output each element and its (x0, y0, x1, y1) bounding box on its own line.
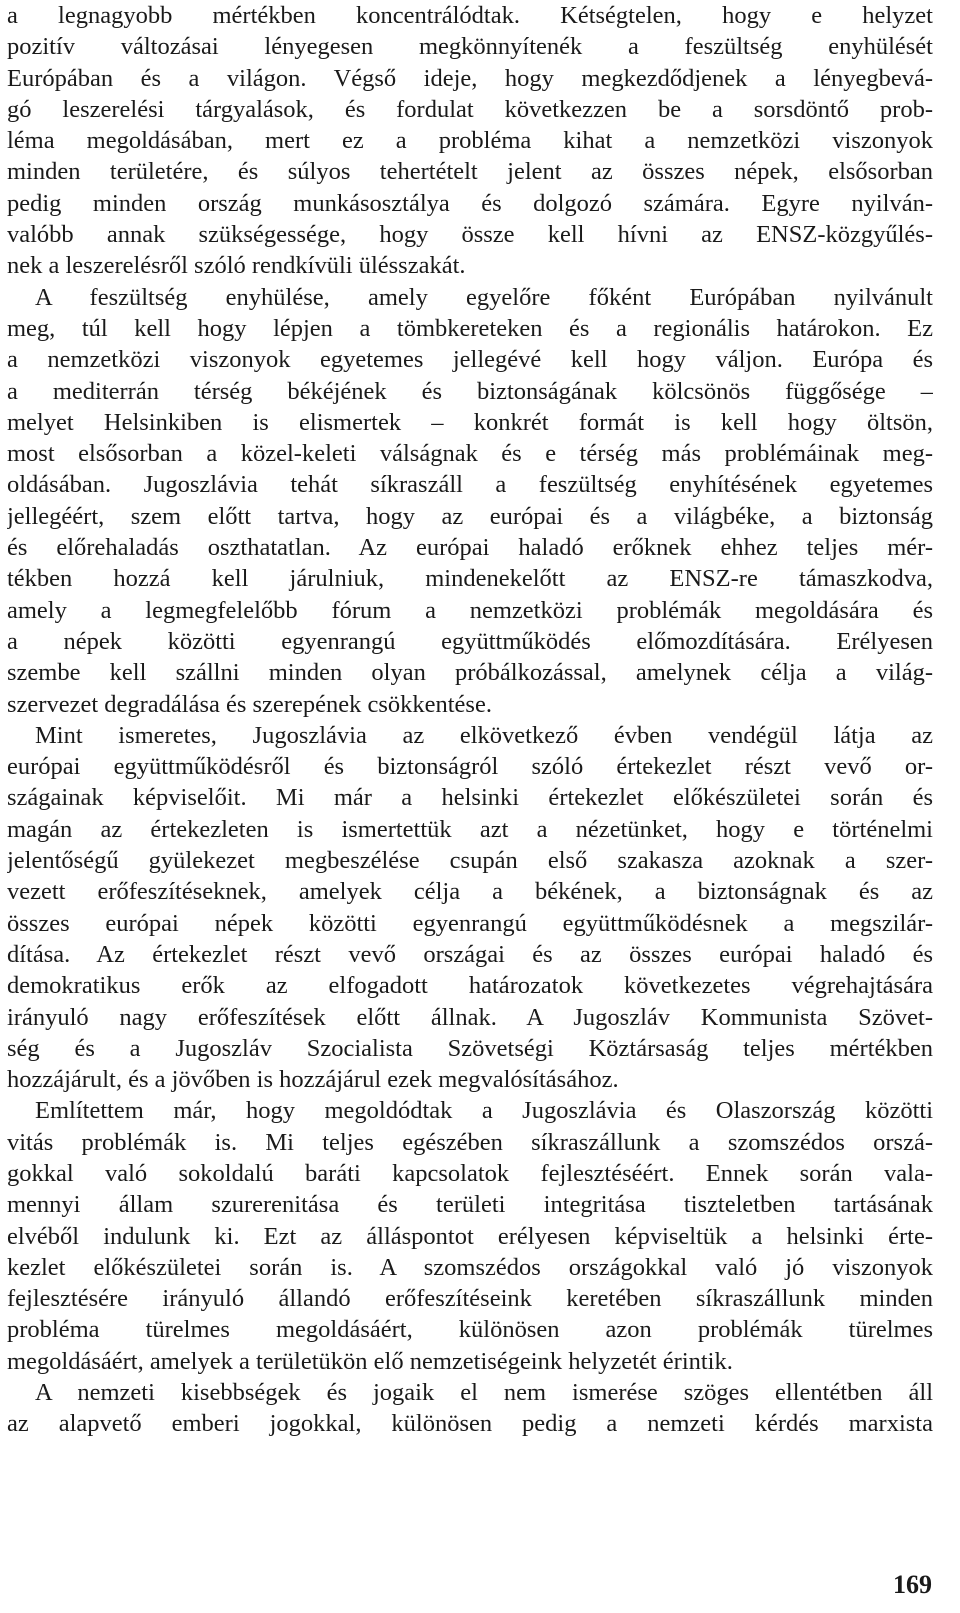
text-line: szervezet degradálása és szerepének csökkentése. (7, 690, 492, 718)
text-line: minden területére, és súlyos tehertételt jelent az összes népek, elsősorban (7, 158, 933, 186)
text-line: dítása. Az értekezlet részt vevő országai és az összes európai haladó és (7, 940, 933, 968)
text-line: pedig minden ország munkásosztálya és dolgozó számára. Egyre nyilván- (7, 189, 933, 217)
text-line: európai együttműködésről és biztonságról szóló értekezlet részt vevő or- (7, 753, 933, 781)
text-line: léma megoldásában, mert ez a probléma kihat a nemzetközi viszonyok (7, 127, 933, 155)
text-line: meg, túl kell hogy lépjen a tömbkereteken és a regionális határokon. Ez (7, 314, 933, 342)
text-line: A feszültség enyhülése, amely egyelőre főként Európában nyilvánult (35, 283, 933, 311)
text-line: a népek közötti egyenrangú együttműködés előmozdítására. Erélyesen (7, 627, 933, 655)
text-line: jellegéért, szem előtt tartva, hogy az európai és a világbéke, a biztonság (7, 502, 933, 530)
text-line: az alapvető emberi jogokkal, különösen pedig a nemzeti kérdés marxista (7, 1410, 933, 1438)
text-line: a mediterrán térség békéjének és biztonságának kölcsönös függősége – (7, 377, 933, 405)
text-line: kezlet előkészületei során is. A szomszédos országokkal való jó viszonyok (7, 1253, 933, 1281)
text-line: hozzájárult, és a jövőben is hozzájárul ezek megvalósításához. (7, 1066, 619, 1094)
text-line: mennyi állam szurerenitása és területi integritása tiszteletben tartásának (7, 1191, 933, 1219)
text-line: ség és a Jugoszláv Szocialista Szövetségi Köztársaság teljes mértékben (7, 1034, 933, 1062)
text-line: oldásában. Jugoszlávia tehát síkraszáll a feszültség enyhítésének egyetemes (7, 471, 933, 499)
text-line: jelentőségű gyülekezet megbeszélése csupán első szakasza azoknak a szer- (7, 847, 933, 875)
text-line: melyet Helsinkiben is elismertek – konkrét formát is kell hogy öltsön, (7, 408, 933, 436)
text-line: vitás problémák is. Mi teljes egészében síkraszállunk a szomszédos orszá- (7, 1128, 933, 1156)
text-line: pozitív változásai lényegesen megkönnyítenék a feszültség enyhülését (7, 33, 933, 61)
text-line: A nemzeti kisebbségek és jogaik el nem ismerése szöges ellentétben áll (35, 1379, 933, 1407)
text-line: megoldásáért, amelyek a területükön elő nemzetiségeink helyzetét érintik. (7, 1347, 733, 1375)
text-line: probléma türelmes megoldásáért, különösen azon problémák türelmes (7, 1316, 933, 1344)
text-line: most elsősorban a közel-keleti válságnak és e térség más problémáinak meg- (7, 440, 933, 468)
text-line: Mint ismeretes, Jugoszlávia az elkövetkező évben vendégül látja az (35, 721, 933, 749)
text-line: gó leszerelési tárgyalások, és fordulat következzen be a sorsdöntő prob- (7, 95, 933, 123)
text-line: irányuló nagy erőfeszítések előtt állnak. A Jugoszláv Kommunista Szövet- (7, 1003, 933, 1031)
text-line: a legnagyobb mértékben koncentrálódtak. Kétségtelen, hogy e helyzet (7, 2, 933, 29)
text-line: fejlesztésére irányuló állandó erőfeszítéseink keretében síkraszállunk minden (7, 1285, 933, 1313)
text-line: és előrehaladás oszthatatlan. Az európai haladó erőknek ehhez teljes mér- (7, 534, 933, 562)
body-text (7, 0, 933, 1440)
text-line: szembe kell szállni minden olyan próbálkozással, amelynek célja a világ- (7, 659, 933, 687)
text-line: gokkal való sokoldalú baráti kapcsolatok fejlesztéséért. Ennek során vala- (7, 1159, 933, 1187)
text-line: a nemzetközi viszonyok egyetemes jellegévé kell hogy váljon. Európa és (7, 346, 933, 374)
text-line: valóbb annak szükségessége, hogy össze kell hívni az ENSZ-közgyűlés- (7, 221, 933, 249)
text-line: amely a legmegfelelőbb fórum a nemzetközi problémák megoldására és (7, 596, 933, 624)
text-line: demokratikus erők az elfogadott határozatok következetes végrehajtására (7, 972, 933, 1000)
text-line: magán az értekezleten is ismertettük azt a nézetünket, hogy e történelmi (7, 815, 933, 843)
text-line: összes európai népek közötti egyenrangú együttműködésnek a megszilár- (7, 909, 933, 937)
text-line: tékben hozzá kell járulniuk, mindenekelőtt az ENSZ-re támaszkodva, (7, 565, 933, 593)
text-line: elvéből indulunk ki. Ezt az álláspontot erélyesen képviseltük a helsinki érte- (7, 1222, 933, 1250)
text-line: szágainak képviselőit. Mi már a helsinki értekezlet előkészületei során és (7, 784, 933, 812)
text-line: Említettem már, hogy megoldódtak a Jugoszlávia és Olaszország közötti (35, 1097, 933, 1125)
text-line: nek a leszerelésről szóló rendkívüli ülésszakát. (7, 252, 466, 280)
page-number: 169 (893, 1570, 932, 1599)
text-line: Európában és a világon. Végső ideje, hogy megkezdődjenek a lényegbevá- (7, 64, 933, 92)
text-line: vezett erőfeszítéseknek, amelyek célja a békének, a biztonságnak és az (7, 878, 933, 906)
